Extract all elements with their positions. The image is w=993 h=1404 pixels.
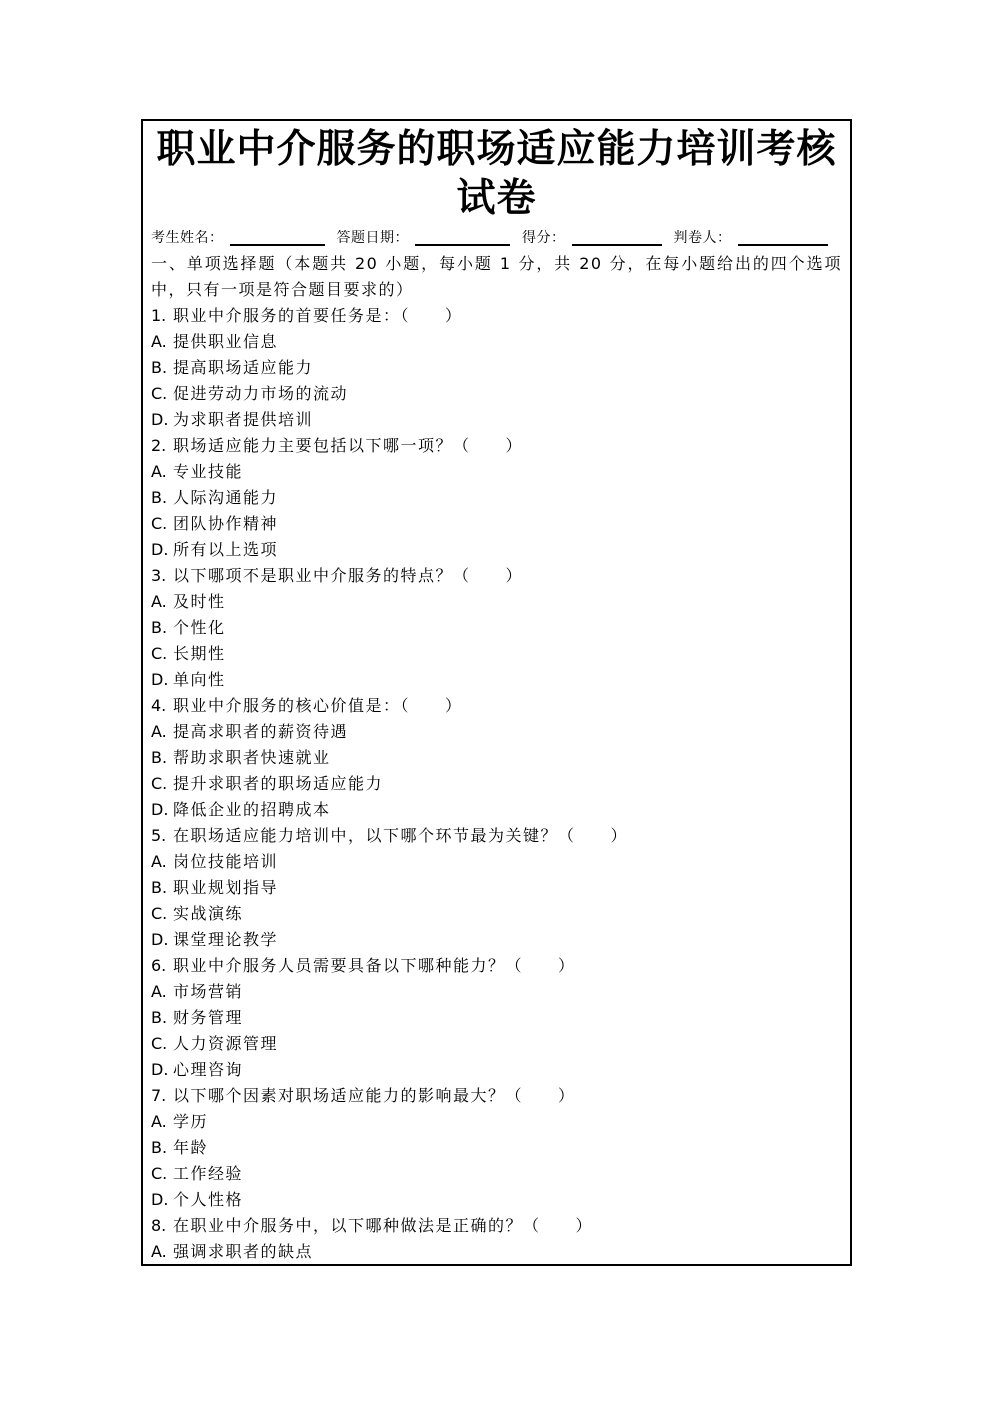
option-text: 人际沟通能力 (173, 488, 279, 507)
option-letter: B. (151, 878, 168, 897)
option-letter: B. (151, 618, 168, 637)
question-block (151, 563, 842, 693)
option-letter: B. (151, 1008, 168, 1027)
question-number: 4. (151, 696, 167, 715)
question-line (151, 1213, 842, 1239)
question-block (151, 953, 842, 1083)
option-letter: A. (151, 332, 167, 351)
option-letter: A. (151, 852, 167, 871)
option-line (151, 667, 842, 693)
question-text: 职业中介服务的核心价值是：（ ） (173, 696, 463, 715)
option-line (151, 615, 842, 641)
option-letter: D. (151, 1060, 169, 1079)
option-line (151, 537, 842, 563)
question-block (151, 303, 842, 433)
option-text: 职业规划指导 (173, 878, 279, 897)
option-letter: C. (151, 904, 168, 923)
option-letter: A. (151, 1242, 167, 1261)
option-line (151, 875, 842, 901)
option-text: 及时性 (173, 592, 226, 611)
questions-list (151, 303, 842, 1265)
option-text: 人力资源管理 (173, 1034, 279, 1053)
option-text: 实战演练 (173, 904, 244, 923)
option-letter: C. (151, 644, 168, 663)
option-line (151, 745, 842, 771)
option-line (151, 1161, 842, 1187)
option-line (151, 719, 842, 745)
option-line (151, 1187, 842, 1213)
options-list (151, 589, 842, 693)
question-line (151, 303, 842, 329)
option-line (151, 1057, 842, 1083)
question-line (151, 563, 842, 589)
section-header: 一、单项选择题（本题共 20 小题，每小题 1 分，共 20 分，在每小题给出的四个选项中，只有一项是符合题目要求的） (151, 254, 842, 299)
question-text: 以下哪项不是职业中介服务的特点？（ ） (173, 566, 524, 585)
answer-date-label: 答题日期： (336, 230, 409, 246)
option-line (151, 1005, 842, 1031)
option-line (151, 979, 842, 1005)
option-letter: D. (151, 800, 169, 819)
option-text: 帮助求职者快速就业 (173, 748, 331, 767)
option-text: 提高职场适应能力 (173, 358, 314, 377)
option-text: 专业技能 (173, 462, 244, 481)
option-line (151, 1135, 842, 1161)
option-letter: A. (151, 462, 167, 481)
option-line (151, 355, 842, 381)
option-text: 市场营销 (173, 982, 244, 1001)
option-letter: B. (151, 488, 168, 507)
option-letter: C. (151, 384, 168, 403)
option-text: 强调求职者的缺点 (173, 1242, 314, 1261)
question-text: 职场适应能力主要包括以下哪一项？（ ） (173, 436, 524, 455)
question-number: 2. (151, 436, 167, 455)
question-line (151, 1083, 842, 1109)
question-text: 以下哪个因素对职场适应能力的影响最大？（ ） (173, 1086, 576, 1105)
option-line (151, 1109, 842, 1135)
option-text: 降低企业的招聘成本 (173, 800, 331, 819)
option-text: 提升求职者的职场适应能力 (173, 774, 384, 793)
candidate-name-blank (230, 229, 325, 246)
question-text: 在职业中介服务中，以下哪种做法是正确的？（ ） (173, 1216, 594, 1235)
option-letter: D. (151, 1190, 169, 1209)
options-list (151, 1239, 842, 1265)
question-block (151, 823, 842, 953)
options-list (151, 979, 842, 1083)
option-text: 提供职业信息 (173, 332, 279, 351)
question-block (151, 1213, 842, 1265)
option-line (151, 771, 842, 797)
question-text: 职业中介服务人员需要具备以下哪种能力？（ ） (173, 956, 576, 975)
option-letter: C. (151, 1164, 168, 1183)
question-number: 6. (151, 956, 167, 975)
question-number: 7. (151, 1086, 167, 1105)
option-text: 个性化 (173, 618, 226, 637)
question-line (151, 693, 842, 719)
option-line (151, 927, 842, 953)
exam-paper-frame (141, 119, 852, 1266)
question-block (151, 693, 842, 823)
option-text: 年龄 (173, 1138, 209, 1157)
option-text: 岗位技能培训 (173, 852, 279, 871)
option-text: 学历 (173, 1112, 209, 1131)
option-text: 心理咨询 (173, 1060, 244, 1079)
options-list (151, 1109, 842, 1213)
option-letter: D. (151, 540, 169, 559)
option-text: 单向性 (173, 670, 226, 689)
grader-label: 判卷人： (673, 230, 732, 246)
option-letter: D. (151, 930, 169, 949)
option-letter: A. (151, 1112, 167, 1131)
question-block (151, 433, 842, 563)
question-number: 8. (151, 1216, 167, 1235)
option-letter: C. (151, 514, 168, 533)
option-line (151, 381, 842, 407)
option-text: 团队协作精神 (173, 514, 279, 533)
option-line (151, 589, 842, 615)
option-text: 财务管理 (173, 1008, 244, 1027)
option-letter: C. (151, 1034, 168, 1053)
option-text: 长期性 (173, 644, 226, 663)
question-text: 在职场适应能力培训中，以下哪个环节最为关键？（ ） (173, 826, 629, 845)
option-line (151, 1031, 842, 1057)
exam-body (151, 251, 842, 1265)
option-letter: A. (151, 982, 167, 1001)
option-letter: C. (151, 774, 168, 793)
option-text: 个人性格 (173, 1190, 244, 1209)
option-letter: D. (151, 670, 169, 689)
option-text: 所有以上选项 (173, 540, 279, 559)
options-list (151, 459, 842, 563)
option-letter: A. (151, 592, 167, 611)
option-line (151, 641, 842, 667)
option-text: 课堂理论教学 (173, 930, 279, 949)
option-letter: D. (151, 410, 169, 429)
option-line (151, 901, 842, 927)
option-line (151, 485, 842, 511)
option-line (151, 511, 842, 537)
option-text: 提高求职者的薪资待遇 (173, 722, 349, 741)
option-letter: A. (151, 722, 167, 741)
question-number: 5. (151, 826, 167, 845)
option-line (151, 849, 842, 875)
question-line (151, 433, 842, 459)
question-block (151, 1083, 842, 1213)
options-list (151, 849, 842, 953)
option-letter: B. (151, 748, 168, 767)
option-text: 工作经验 (173, 1164, 244, 1183)
question-number: 1. (151, 306, 167, 325)
option-text: 为求职者提供培训 (173, 410, 314, 429)
question-line (151, 823, 842, 849)
score-label: 得分： (522, 230, 566, 246)
candidate-info-line (151, 225, 842, 251)
score-blank (572, 229, 662, 246)
option-text: 促进劳动力市场的流动 (173, 384, 349, 403)
option-line (151, 797, 842, 823)
option-letter: B. (151, 1138, 168, 1157)
options-list (151, 719, 842, 823)
question-text: 职业中介服务的首要任务是：（ ） (173, 306, 463, 325)
options-list (151, 329, 842, 433)
answer-date-blank (415, 229, 510, 246)
exam-title: 职业中介服务的职场适应能力培训考核试卷 (156, 126, 837, 221)
grader-blank (738, 229, 828, 246)
candidate-name-label: 考生姓名： (151, 230, 224, 246)
option-line (151, 459, 842, 485)
question-number: 3. (151, 566, 167, 585)
question-line (151, 953, 842, 979)
option-line (151, 407, 842, 433)
option-letter: B. (151, 358, 168, 377)
option-line (151, 1239, 842, 1265)
option-line (151, 329, 842, 355)
